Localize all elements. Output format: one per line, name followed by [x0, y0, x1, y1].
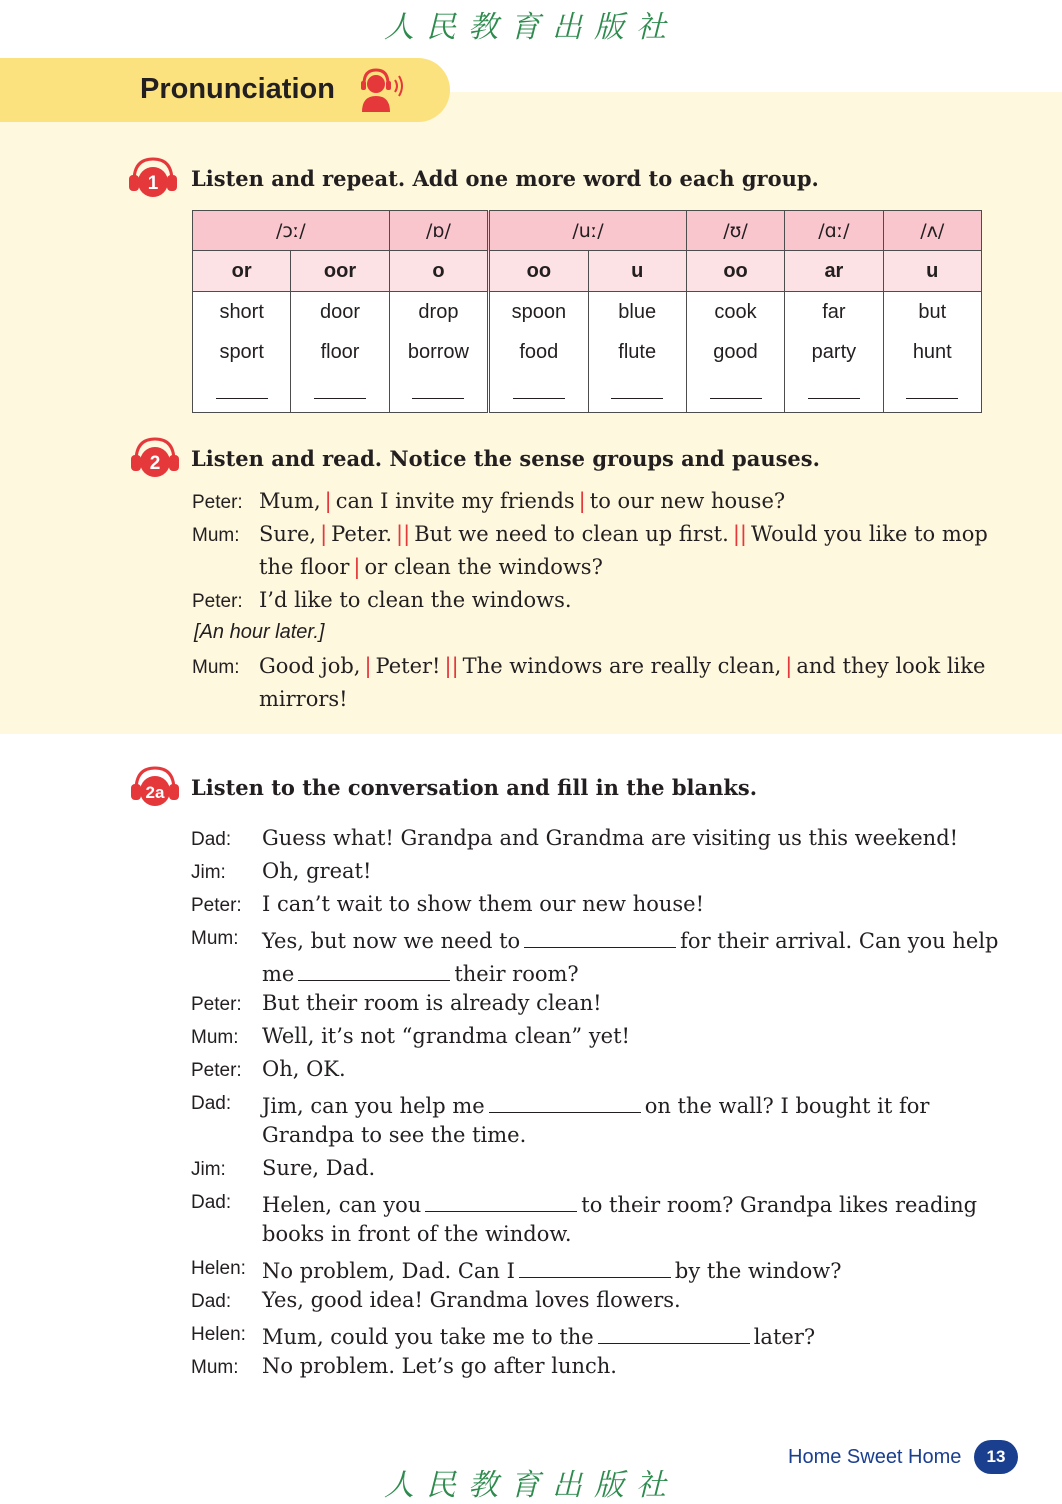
- dialogue-text: their room?: [454, 962, 579, 986]
- sense-group: and they look like: [796, 654, 986, 678]
- speaker-label: Jim:: [191, 862, 226, 883]
- example-word: far: [822, 301, 846, 323]
- dialogue-line: Sure, Dad.: [262, 1156, 376, 1180]
- pause-mark: |: [364, 654, 372, 678]
- answer-blank[interactable]: [314, 372, 366, 399]
- spelling-pattern: oo: [686, 251, 784, 292]
- dialogue-text: me: [262, 962, 295, 986]
- long-pause-mark: ||: [444, 654, 459, 678]
- long-pause-mark: ||: [396, 522, 411, 546]
- example-word: hunt: [912, 341, 952, 363]
- sense-group: The windows are really clean,: [462, 654, 782, 678]
- example-word: good: [713, 341, 758, 363]
- dialogue-line: But their room is already clean!: [262, 991, 602, 1015]
- speaker-label: Peter:: [192, 591, 243, 612]
- example-word: food: [519, 341, 559, 363]
- word-cell: [883, 292, 981, 413]
- activity-number: 1: [147, 173, 159, 194]
- dialogue-line: Grandpa to see the time.: [262, 1123, 527, 1147]
- dialogue-line: [262, 1321, 815, 1349]
- activity-number: 2a: [145, 783, 165, 802]
- sense-group: to our new house?: [589, 489, 786, 513]
- headphones-number-badge-icon: [130, 762, 180, 812]
- sense-group: Sure,: [259, 522, 317, 546]
- fill-in-blank[interactable]: [489, 1090, 641, 1113]
- answer-blank[interactable]: [710, 372, 762, 399]
- bracket: [: [194, 621, 200, 643]
- page-number: 13: [974, 1440, 1018, 1474]
- speaker-label: Peter:: [191, 895, 242, 916]
- dialogue-line: [259, 555, 603, 579]
- phonetic-symbol: /ɔː/: [193, 211, 390, 251]
- section-banner: [0, 58, 450, 122]
- section-title: Pronunciation: [140, 73, 335, 105]
- speaker-label: Peter:: [191, 1060, 242, 1081]
- example-word: party: [811, 341, 857, 363]
- example-word: cook: [714, 301, 757, 323]
- pause-mark: |: [785, 654, 793, 678]
- answer-blank[interactable]: [808, 372, 860, 399]
- dialogue-line: Well, it’s not “grandma clean” yet!: [262, 1024, 630, 1048]
- word-cell: [389, 292, 488, 413]
- answer-blank[interactable]: [611, 372, 663, 399]
- dialogue-line: [259, 522, 988, 546]
- pause-mark: |: [353, 555, 361, 579]
- example-word: flute: [618, 341, 657, 363]
- sense-group: Good job,: [259, 654, 361, 678]
- speaker-label: Dad:: [191, 1192, 232, 1213]
- speaker-label: Mum:: [191, 928, 239, 949]
- long-pause-mark: ||: [732, 522, 747, 546]
- bracket: ]: [318, 621, 325, 643]
- dialogue-line: [262, 1255, 842, 1283]
- fill-in-blank[interactable]: [425, 1189, 577, 1212]
- speaker-label: Dad:: [191, 1291, 232, 1312]
- dialogue-line: [262, 1189, 977, 1217]
- dialogue-text: Mum, could you take me to the: [262, 1325, 594, 1349]
- answer-blank[interactable]: [412, 372, 464, 399]
- pause-mark: |: [578, 489, 586, 513]
- word-cell: [686, 292, 784, 413]
- answer-blank[interactable]: [216, 372, 268, 399]
- example-word: spoon: [511, 301, 567, 323]
- speaker-label: Mum:: [191, 1357, 239, 1378]
- pause-mark: |: [324, 489, 332, 513]
- spelling-pattern: oo: [489, 251, 588, 292]
- unit-title: Home Sweet Home: [788, 1446, 962, 1468]
- dialogue-text: No problem, Dad. Can I: [262, 1259, 515, 1283]
- pause-mark: |: [320, 522, 328, 546]
- phonetic-symbol: /ʊ/: [686, 211, 784, 251]
- dialogue-text: for their arrival. Can you help: [680, 929, 999, 953]
- sense-group: Mum,: [259, 489, 321, 513]
- word-cell: [489, 292, 588, 413]
- example-word: but: [918, 301, 947, 323]
- spelling-pattern: oor: [291, 251, 389, 292]
- example-word: door: [320, 301, 361, 323]
- word-cell: [785, 292, 883, 413]
- answer-blank[interactable]: [906, 372, 958, 399]
- dialogue-line: Oh, OK.: [262, 1057, 346, 1081]
- sense-group: Peter!: [375, 654, 441, 678]
- speaker-label: Mum:: [192, 525, 240, 546]
- sense-group: Peter.: [331, 522, 393, 546]
- fill-in-blank[interactable]: [519, 1255, 671, 1278]
- sense-group: or clean the windows?: [364, 555, 603, 579]
- dialogue-text: to their room? Grandpa likes reading: [581, 1193, 978, 1217]
- phonetic-symbol: /ɒ/: [389, 211, 488, 251]
- publisher-logo-top: 人民教育出版社: [384, 10, 678, 45]
- headphones-number-badge-icon: [130, 433, 180, 483]
- example-word: short: [219, 301, 264, 323]
- dialogue-text: Yes, but now we need to: [262, 929, 521, 953]
- spelling-pattern: or: [193, 251, 291, 292]
- dialogue-line: Yes, good idea! Grandma loves flowers.: [262, 1288, 681, 1312]
- dialogue-line: [262, 958, 579, 986]
- spelling-pattern: u: [883, 251, 981, 292]
- phonetic-symbol: /ɑː/: [785, 211, 883, 251]
- dialogue-line: books in front of the window.: [262, 1222, 572, 1246]
- activity-2-instruction: Listen and read. Notice the sense groups and pauses.: [191, 446, 820, 471]
- speaker-label: Dad:: [191, 1093, 232, 1114]
- dialogue-text: later?: [753, 1325, 816, 1349]
- example-word: floor: [320, 341, 360, 363]
- dialogue-text: Jim, can you help me: [262, 1094, 485, 1118]
- speaker-label: Jim:: [191, 1159, 226, 1180]
- sense-group: can I invite my friends: [335, 489, 575, 513]
- example-word: drop: [418, 301, 459, 323]
- publisher-logo-bottom: 人民教育出版社: [384, 1468, 678, 1503]
- dialogue-line: mirrors!: [259, 687, 348, 711]
- word-cell: [588, 292, 686, 413]
- answer-blank[interactable]: [513, 372, 565, 399]
- dialogue-line: Guess what! Grandpa and Grandma are visiting us this weekend!: [262, 826, 959, 850]
- fill-in-blank[interactable]: [298, 958, 450, 981]
- speaker-label: Peter:: [191, 994, 242, 1015]
- example-word: blue: [618, 301, 657, 323]
- fill-in-blank[interactable]: [524, 925, 676, 948]
- spelling-pattern: o: [389, 251, 488, 292]
- stage-direction-text: An hour later.: [199, 621, 319, 643]
- dialogue-line: [262, 925, 998, 953]
- headphones-number-badge-icon: [128, 153, 178, 203]
- sense-group: But we need to clean up first.: [414, 522, 729, 546]
- speaker-label: Helen:: [191, 1258, 246, 1279]
- fill-in-blank[interactable]: [598, 1321, 750, 1344]
- speaker-label: Peter:: [192, 492, 243, 513]
- speaker-label: Mum:: [191, 1027, 239, 1048]
- phonetic-symbol: /uː/: [489, 211, 687, 251]
- phonetic-symbol: /ʌ/: [883, 211, 981, 251]
- headphones-speaker-icon: [356, 66, 408, 118]
- dialogue-line: [262, 1090, 929, 1118]
- dialogue-line: No problem. Let’s go after lunch.: [262, 1354, 617, 1378]
- dialogue-text: on the wall? I bought it for: [644, 1094, 930, 1118]
- activity-number: 2: [149, 453, 161, 474]
- speaker-label: Helen:: [191, 1324, 246, 1345]
- activity-1-instruction: Listen and repeat. Add one more word to each group.: [191, 166, 819, 191]
- example-word: borrow: [407, 341, 469, 363]
- dialogue-line: [259, 654, 985, 678]
- dialogue-text: by the window?: [674, 1259, 842, 1283]
- sense-group: the floor: [259, 555, 350, 579]
- speaker-label: Mum:: [192, 657, 240, 678]
- activity-2a-instruction: Listen to the conversation and fill in the blanks.: [191, 775, 758, 800]
- word-cell: [193, 292, 291, 413]
- speaker-label: Dad:: [191, 829, 232, 850]
- stage-direction: [194, 621, 324, 644]
- word-cell: [291, 292, 389, 413]
- dialogue-line: I’d like to clean the windows.: [259, 588, 572, 612]
- dialogue-line: [259, 489, 785, 513]
- phonics-table: [192, 210, 982, 413]
- dialogue-text: Helen, can you: [262, 1193, 422, 1217]
- dialogue-line: Oh, great!: [262, 859, 372, 883]
- spelling-pattern: u: [588, 251, 686, 292]
- dialogue-line: I can’t wait to show them our new house!: [262, 892, 705, 916]
- sense-group: Would you like to mop: [750, 522, 988, 546]
- example-word: sport: [219, 341, 264, 363]
- spelling-pattern: ar: [785, 251, 883, 292]
